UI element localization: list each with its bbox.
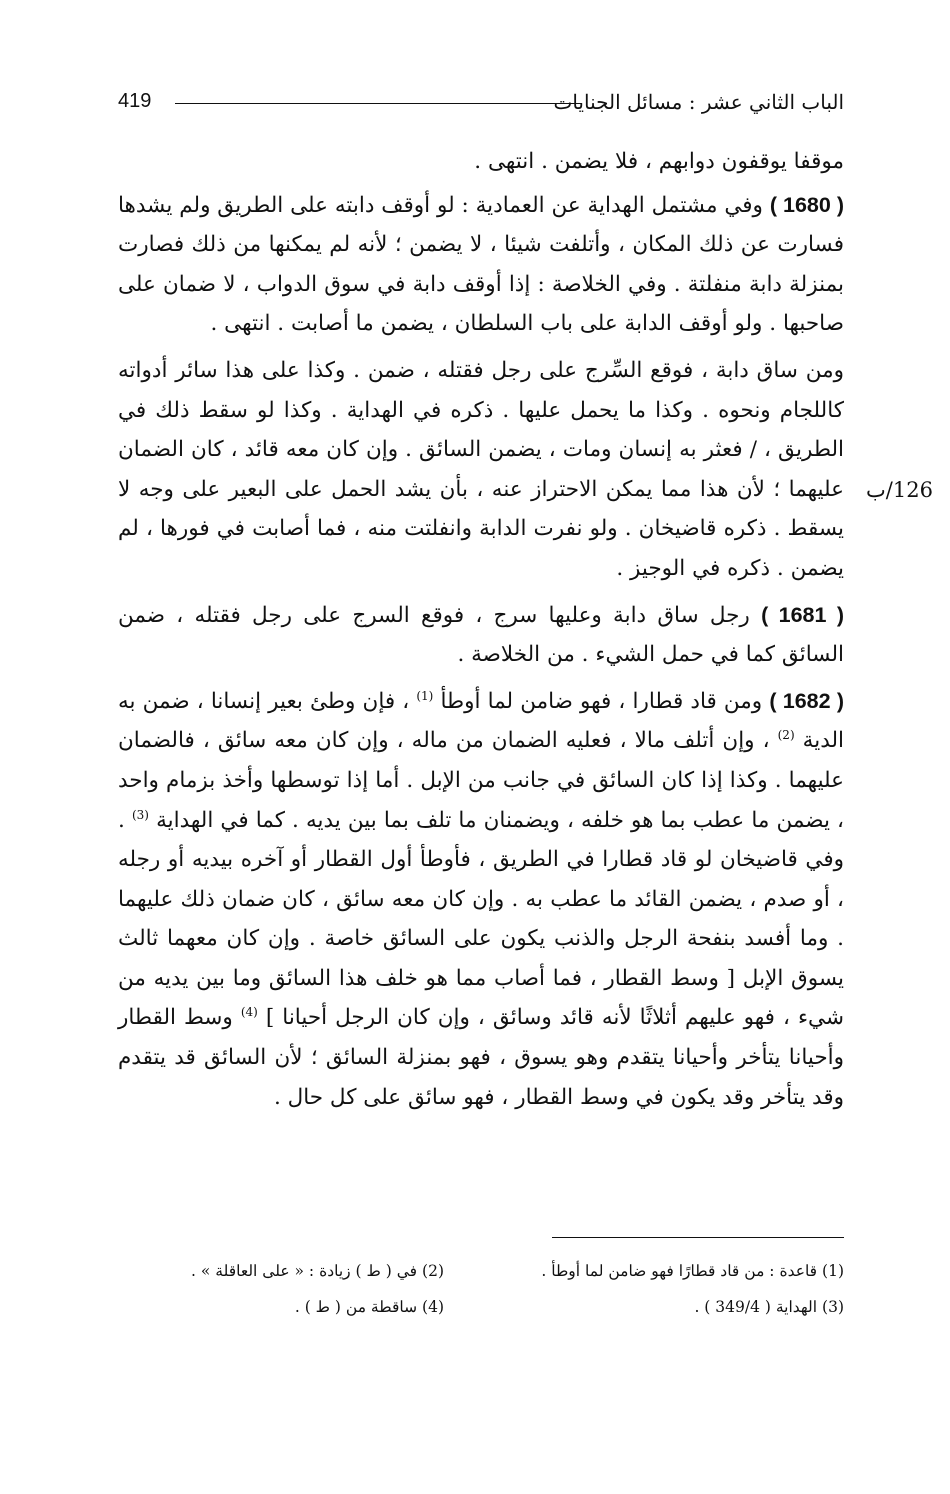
- paragraph-1681: ( 1681 ) رجل ساق دابة وعليها سرج ، فوقع السرج على رجل فقتله ، ضمن السائق كما في حمل الشيء . من الخلاصة .: [118, 602, 844, 668]
- running-header: [118, 90, 844, 120]
- issue-number: ( 1681 ): [761, 602, 844, 627]
- main-text: [118, 142, 844, 1124]
- paragraph-1680: ( 1680 ) وفي مشتمل الهداية عن العمادية : لو أوقف دابته على الطريق ولم يشدها فسارت عن ذلك المكان ، وأتلفت شيئا ، لا يضمن ؛ لأنه لم يمكنها من ذلك فصارت بمنزلة دابة منفلتة . وفي الخلاصة : إذا أوقف دابة في سوق الدواب ، لا ضمان على صاحبها . ولو أوقف الدابة على باب السلطان ، يضمن ما أصابت . انتهى .: [118, 192, 844, 337]
- header-rule: [175, 103, 582, 104]
- issue-number: ( 1682 ): [769, 688, 844, 713]
- footnote-1: (1) قاعدة : من قاد قطارًا فهو ضامن لما أوطأ .: [541, 1262, 844, 1280]
- footnote-3: (3) الهداية ( 349/4 ) .: [694, 1298, 844, 1316]
- chapter-title: الباب الثاني عشر : مسائل الجنايات: [553, 90, 844, 114]
- manuscript-folio-note: 126/ب: [866, 478, 933, 502]
- footnote-ref: (4): [240, 1005, 258, 1020]
- page-number: 419: [118, 90, 152, 112]
- paragraph-continuation: موقفا يوقفون دوابهم ، فلا يضمن . انتهى .: [474, 149, 844, 174]
- footnotes: [118, 1262, 844, 1334]
- footnote-separator: [552, 1237, 844, 1238]
- paragraph-saddle: ومن ساق دابة ، فوقع السِّرج على رجل فقتله ، ضمن . وكذا على هذا سائر أدواته كاللجام ونحوه . وكذا ما يحمل عليها . ذكره في الهداية . وكذا لو سقط ذلك في الطريق ، / فعثر به إنسان ومات ، يضمن السائق . وإن كان معه قائد ، كان الضمان عليهما ؛ لأن هذا مما يمكن الاحتراز عنه ، بأن يشد الحمل على البعير على وجه لا يسقط . ذكره قاضيخان . ولو نفرت الدابة وانفلتت منه ، فما أصابت في فورها ، لم يضمن . ذكره في الوجيز .: [118, 357, 844, 581]
- footnote-ref: (1): [416, 688, 434, 703]
- footnote-2: (2) في ( ط ) زيادة : « على العاقلة » .: [191, 1262, 444, 1280]
- footnote-4: (4) ساقطة من ( ط ) .: [294, 1298, 444, 1316]
- footnote-ref: (3): [131, 807, 149, 822]
- paragraph-1682: ( 1682 ) ومن قاد قطارا ، فهو ضامن لما أوطأ $^{(1)}$ ، فإن وطئ بعير إنسانا ، ضمن به الدية $^{(2)}$ ، وإن أتلف مالا ، فعليه الضمان من ماله ، وإن كان معه سائق ، فالضمان عليهما . وكذا إذا كان السائق في جانب من الإبل . أما إذا توسطها وأخذ بزمام واحد ، يضمن ما عطب بما هو خلفه ، ويضمنان ما تلف بما بين يديه . كما في الهداية $^{(3)}$ . وفي قاضيخان لو قاد قطارا في الطريق ، فأوطأ أول القطار أو آخره بيديه أو رجله ، أو صدم ، يضمن القائد ما عطب به . وإن كان معه سائق ، كان ضمان ذلك عليهما . وما أفسد بنفحة الرجل والذنب يكون على السائق خاصة . وإن كان معهما ثالث يسوق الإبل [ وسط القطار ، فما أصاب مما هو خلف هذا السائق وما بين يديه من شيء ، فهو عليهم أثلاثًا لأنه قائد وسائق ، وإن كان الرجل أحيانا ] $^{(4)}$ وسط القطار وأحيانا يتأخر وأحيانا يتقدم وهو يسوق ، فهو بمنزلة السائق ؛ لأن السائق قد يتقدم وقد يتأخر وقد يكون في وسط القطار ، فهو سائق على كل حال .: [118, 688, 845, 1110]
- issue-number: ( 1680 ): [769, 192, 844, 217]
- footnote-ref: (2): [777, 728, 795, 743]
